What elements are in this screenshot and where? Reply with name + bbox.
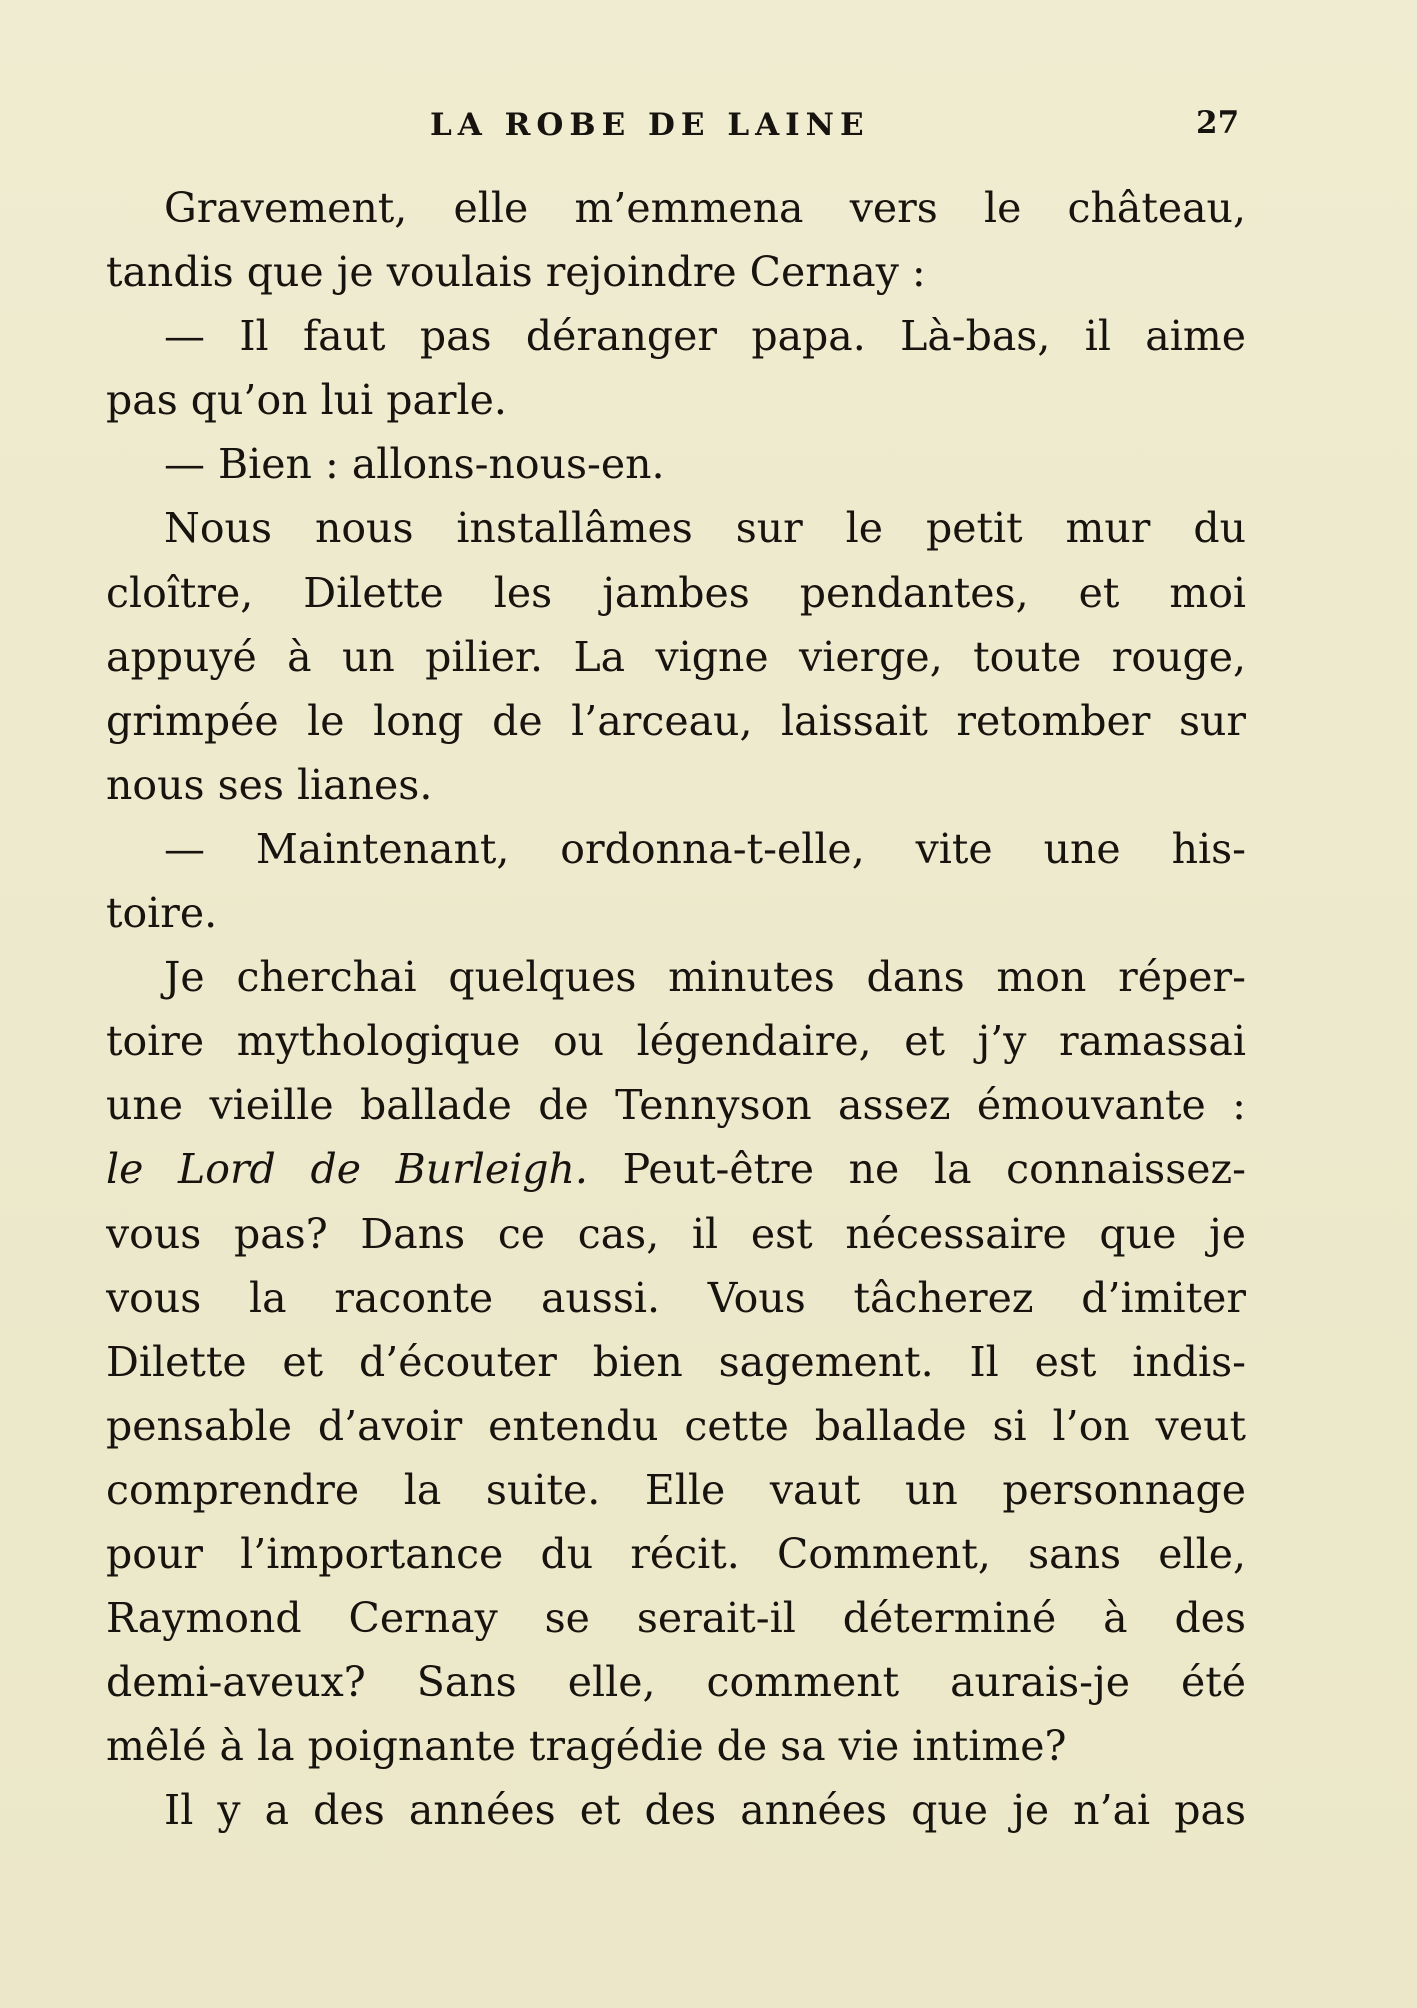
line-text: mêlé à la poignante tragédie de sa vie intime? [106, 1722, 1067, 1771]
text-line [106, 1394, 1246, 1458]
line-text: pour l’importance du récit. Comment, sans elle, [106, 1529, 1246, 1578]
line-text: toire. [106, 889, 218, 938]
line-text: Nous nous installâmes sur le petit mur du [164, 504, 1246, 553]
line-text: grimpée le long de l’arceau, laissait retomber sur [106, 696, 1246, 745]
line-text: — Bien : allons-nous-en. [164, 440, 665, 489]
line-text: vous pas? Dans ce cas, il est nécessaire que je [106, 1209, 1246, 1258]
line-text: demi-aveux? Sans elle, comment aurais-je été [106, 1658, 1246, 1707]
chapter-title: LA ROBE DE LAINE [430, 107, 870, 143]
line-text: pas qu’on lui parle. [106, 376, 507, 425]
text-line [106, 1650, 1246, 1714]
line-text: toire mythologique ou légendaire, et j’y ramassai [106, 1017, 1246, 1066]
line-text: — Il faut pas déranger papa. Là-bas, il aime [164, 312, 1246, 361]
line-text: tandis que je voulais rejoindre Cernay : [106, 248, 926, 297]
text-line [106, 304, 1246, 368]
text-line [106, 561, 1246, 625]
line-text: pensable d’avoir entendu cette ballade si l’on veut [106, 1401, 1246, 1450]
line-text: Gravement, elle m’emmena vers le château, [164, 184, 1246, 232]
text-line [106, 1458, 1246, 1522]
text-line [106, 1202, 1246, 1266]
text-line [106, 817, 1246, 881]
text-line [106, 881, 1246, 945]
text-line [106, 1266, 1246, 1330]
body-text [106, 176, 1246, 1842]
text-line [106, 1522, 1246, 1586]
line-text: vous la raconte aussi. Vous tâcherez d’imiter [106, 1273, 1246, 1322]
text-line [106, 432, 1246, 496]
text-line [106, 1330, 1246, 1394]
line-text: Dilette et d’écouter bien sagement. Il est indis- [106, 1337, 1246, 1386]
line-text: Peut-être ne la connaissez- [622, 1145, 1246, 1194]
text-line [106, 625, 1246, 689]
text-line [106, 1586, 1246, 1650]
line-text: Je cherchai quelques minutes dans mon réper- [164, 953, 1246, 1002]
text-line [106, 1714, 1246, 1778]
text-line [106, 689, 1246, 753]
line-text: cloître, Dilette les jambes pendantes, et moi [106, 568, 1246, 617]
text-line [106, 496, 1246, 560]
text-line [106, 240, 1246, 304]
text-line [106, 1137, 1246, 1201]
text-line [106, 176, 1246, 240]
line-text: appuyé à un pilier. La vigne vierge, toute rouge, [106, 632, 1246, 681]
italic-title: le Lord de Burleigh. [106, 1145, 588, 1194]
text-line [106, 1009, 1246, 1073]
text-line [106, 1073, 1246, 1137]
line-text: Il y a des années et des années que je n’ai pas [164, 1786, 1246, 1835]
line-text: comprendre la suite. Elle vaut un personnage [106, 1465, 1246, 1514]
line-text: une vieille ballade de Tennyson assez émouvante : [106, 1081, 1246, 1130]
line-text: Raymond Cernay se serait-il déterminé à des [106, 1594, 1246, 1643]
text-line [106, 945, 1246, 1009]
text-line [106, 1778, 1246, 1842]
line-text: — Maintenant, ordonna-t-elle, vite une his- [164, 824, 1246, 873]
running-head [0, 107, 1417, 147]
line-text: nous ses lianes. [106, 760, 433, 809]
page-number: 27 [1196, 105, 1240, 141]
text-line [106, 368, 1246, 432]
text-line [106, 753, 1246, 817]
